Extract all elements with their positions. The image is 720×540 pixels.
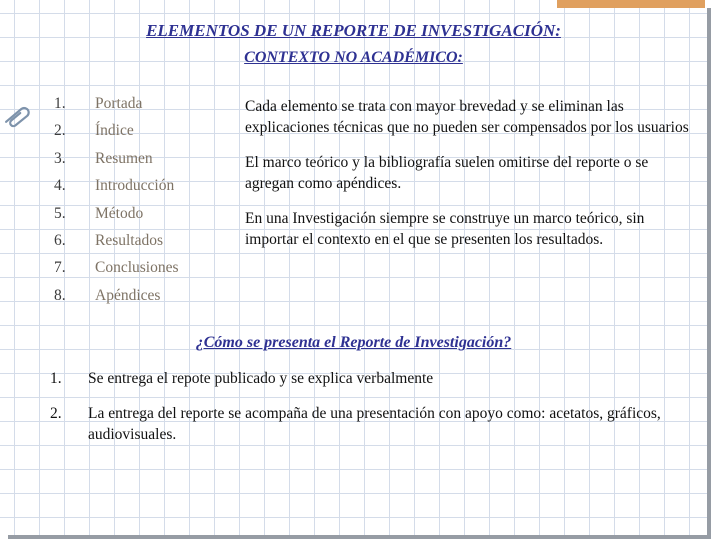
paperclip-icon	[0, 101, 38, 131]
presentation-list	[50, 368, 695, 445]
item-number: 8.	[54, 286, 66, 304]
item-number: 1.	[50, 370, 62, 387]
question-heading: ¿Cómo se presenta el Reporte de Investigación?	[195, 334, 512, 351]
item-label: Introducción	[95, 177, 175, 195]
report-element-item	[54, 150, 179, 177]
slide-subtitle: CONTEXTO NO ACADÉMICO:	[244, 49, 463, 66]
note-paragraph: El marco teórico y la bibliografía suelen omitirse del reporte o se agregan como apéndices.	[245, 154, 649, 192]
item-text: Se entrega el repote publicado y se explica verbalmente	[88, 370, 434, 387]
presentation-item	[50, 368, 695, 389]
item-label: Conclusiones	[95, 259, 179, 277]
item-number: 5.	[54, 204, 66, 222]
item-label: Apéndices	[95, 286, 161, 304]
item-number: 2.	[50, 405, 62, 422]
report-element-item	[54, 122, 179, 149]
report-element-item	[54, 232, 179, 259]
top-accent-bar	[557, 0, 705, 8]
item-number: 4.	[54, 177, 66, 195]
item-number: 3.	[54, 149, 66, 167]
item-label: Resultados	[95, 231, 164, 249]
slide-title: ELEMENTOS DE UN REPORTE DE INVESTIGACIÓN:	[146, 21, 561, 40]
report-element-item	[54, 177, 179, 204]
slide-shadow-bottom	[8, 535, 711, 539]
note-paragraph: Cada elemento se trata con mayor brevedad y se eliminan las explicaciones técnicas que no pueden ser compensados por los usuarios	[245, 98, 689, 136]
report-element-item	[54, 205, 179, 232]
report-element-item	[54, 259, 179, 286]
notes-column	[245, 96, 692, 250]
item-label: Índice	[95, 122, 134, 140]
item-text: La entrega del reporte se acompaña de una presentación con apoyo como: acetatos, gráficos, audiovisuales.	[88, 405, 661, 443]
slide-shadow-right	[707, 8, 711, 536]
item-label: Resumen	[95, 149, 153, 167]
item-number: 1.	[54, 95, 66, 112]
item-number: 7.	[54, 259, 66, 277]
item-label: Método	[95, 204, 144, 222]
report-elements-list	[54, 95, 179, 314]
item-label: Portada	[95, 95, 143, 112]
presentation-item	[50, 403, 695, 445]
item-number: 6.	[54, 231, 66, 249]
report-element-item	[54, 95, 179, 122]
note-paragraph: En una Investigación siempre se construye un marco teórico, sin importar el contexto en el que se presenten los resultados.	[245, 210, 645, 248]
item-number: 2.	[54, 122, 66, 140]
report-element-item	[54, 287, 179, 314]
